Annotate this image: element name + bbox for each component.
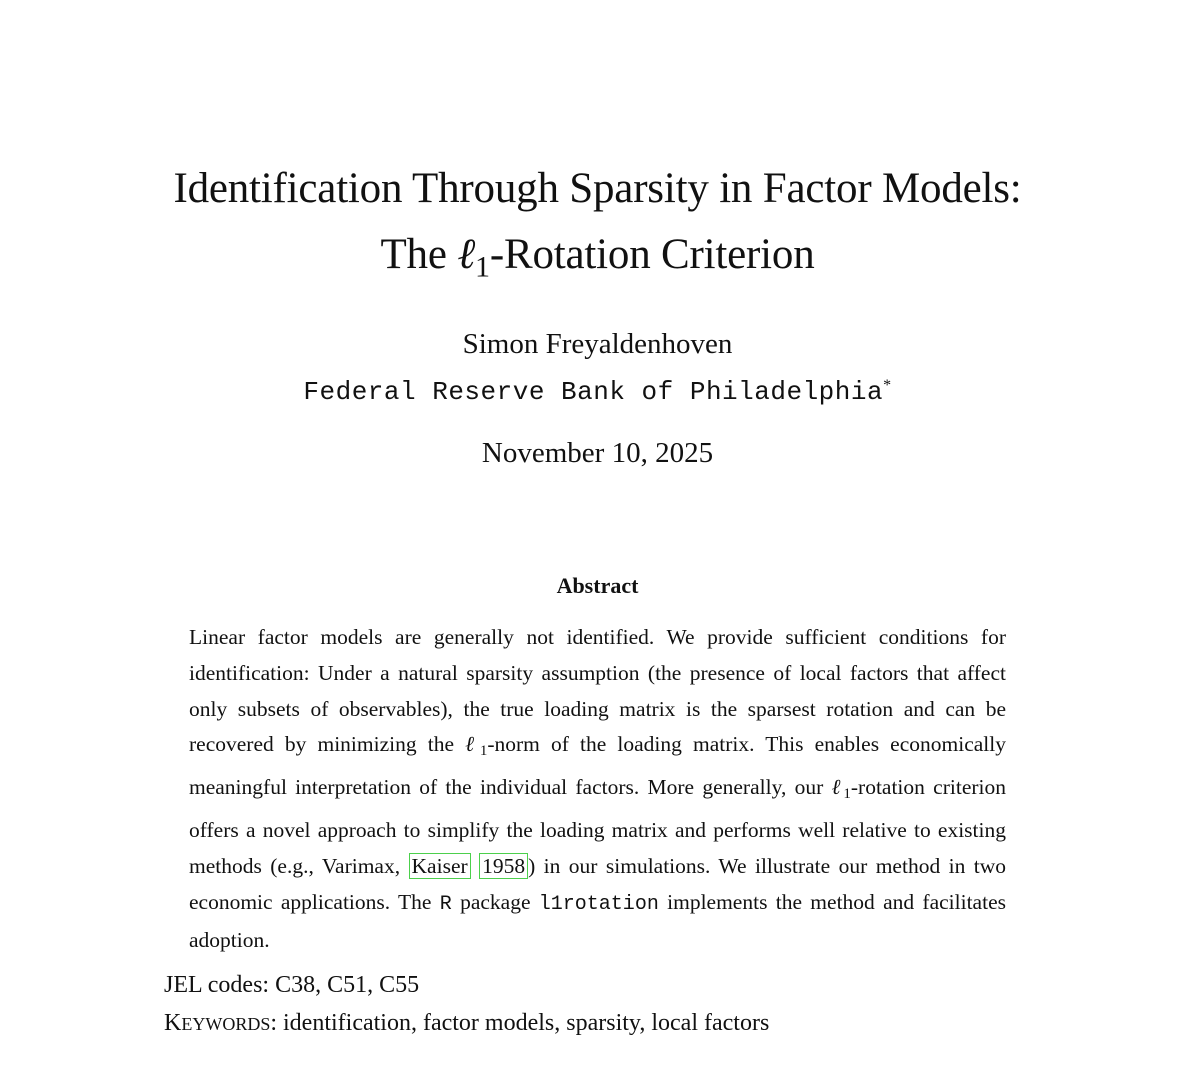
author-name: Simon Freyaldenhoven: [462, 328, 733, 360]
ell-subscript: 1: [479, 743, 488, 760]
author-affiliation: Federal Reserve Bank of Philadelphia*: [303, 377, 892, 407]
keywords-label-initial: K: [164, 1010, 182, 1036]
code-package-name: l1rotation: [538, 892, 659, 916]
keywords-text: : identification, factor models, sparsity, local factors: [270, 1010, 770, 1036]
code-r: R: [439, 892, 452, 916]
ell-symbol: ℓ: [831, 775, 844, 800]
citation-link-year[interactable]: 1958: [479, 853, 528, 879]
paper-title: [0, 156, 1195, 299]
keywords-label-rest: EYWORDS: [181, 1014, 271, 1034]
abstract-text: Linear factor models are generally not identified. We provide sufficient conditions for identification: Under a natural sparsity assumption (the presence of local factors that affect only subsets of observables), the true loading matrix is the sparsest rotation and can be recovered by minimizing the ℓ$_1$-norm of the loading matrix. This enables economically meaningful interpretation of the individual factors. More generally, our ℓ$_1$-rotation criterion offers a novel approach to simplify the loading matrix and performs well relative to existing methods (e.g., Varimax, Kaiser 1958 ) in our simulations. We illustrate our method in two economic applications. The R package l1rotation implements the method and facilitates adoption.: [189, 625, 1007, 952]
ell-symbol: ℓ: [457, 231, 476, 278]
citation-link-author[interactable]: Kaiser: [409, 853, 471, 879]
ell-subscript: 1: [475, 249, 490, 284]
paper-date: November 10, 2025: [481, 437, 714, 469]
title-line-1: Identification Through Sparsity in Factor Models:: [173, 165, 1022, 212]
keywords: [164, 1010, 769, 1037]
title-line-2: The ℓ$_1$-Rotation Criterion: [380, 231, 815, 284]
abstract-heading: Abstract: [556, 573, 639, 598]
ell-subscript: 1: [843, 786, 851, 803]
jel-codes: JEL codes: C38, C51, C55: [164, 972, 420, 998]
affiliation-footnote-mark[interactable]: *: [883, 377, 892, 394]
ell-symbol: ℓ: [465, 732, 480, 757]
